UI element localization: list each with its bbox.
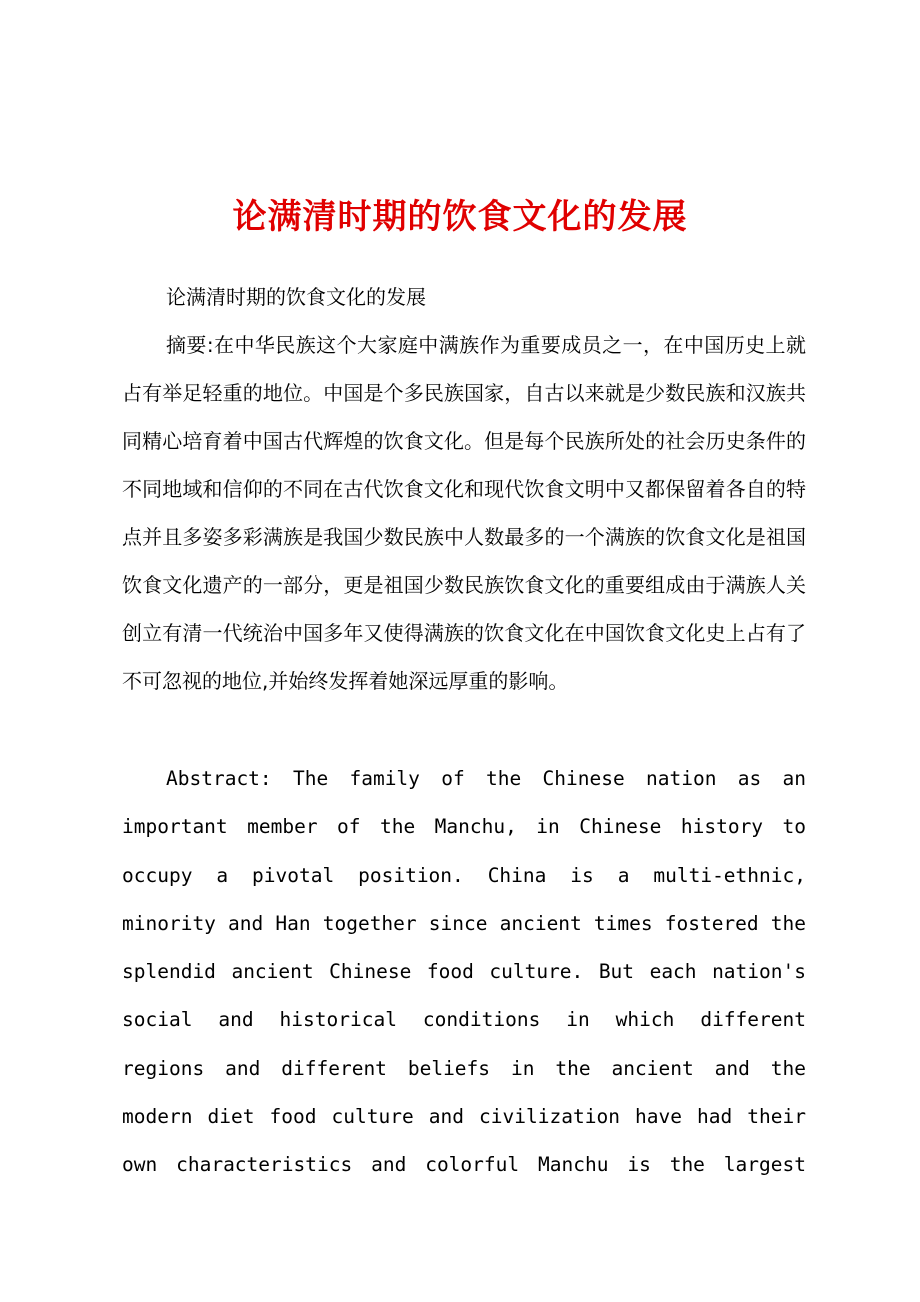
english-abstract-paragraph: Abstract: The family of the Chinese nation as an important member of the Manchu, in Chinese history to occupy a pivotal position. China is a multi-ethnic, minority and Han together since ancient times fostered the splendid ancient Chinese food culture. But each nation's social and historical conditions in which different regions and different beliefs in the ancient and the modern diet food culture and civilization have had their own characteristics and colorful Manchu is the largest [122,767,806,1177]
document-subtitle: 论满清时期的饮食文化的发展 [166,285,426,309]
chinese-abstract-paragraph: 摘要:在中华民族这个大家庭中满族作为重要成员之一，在中国历史上就占有举足轻重的地位。中国是个多民族国家，自古以来就是少数民族和汉族共同精心培育着中国古代辉煌的饮食文化。但是每个民族所处的社会历史条件的不同地域和信仰的不同在古代饮食文化和现代饮食文明中又都保留着各自的特点并且多姿多彩满族是我国少数民族中人数最多的一个满族的饮食文化是祖国饮食文化遗产的一部分，更是祖国少数民族饮食文化的重要组成由于满族人关创立有清一代统治中国多年又使得满族的饮食文化在中国饮食文化史上占有了不可忽视的地位,并始终发挥着她深远厚重的影响。 [122,333,806,693]
document-title: 论满清时期的饮食文化的发展 [232,197,688,237]
